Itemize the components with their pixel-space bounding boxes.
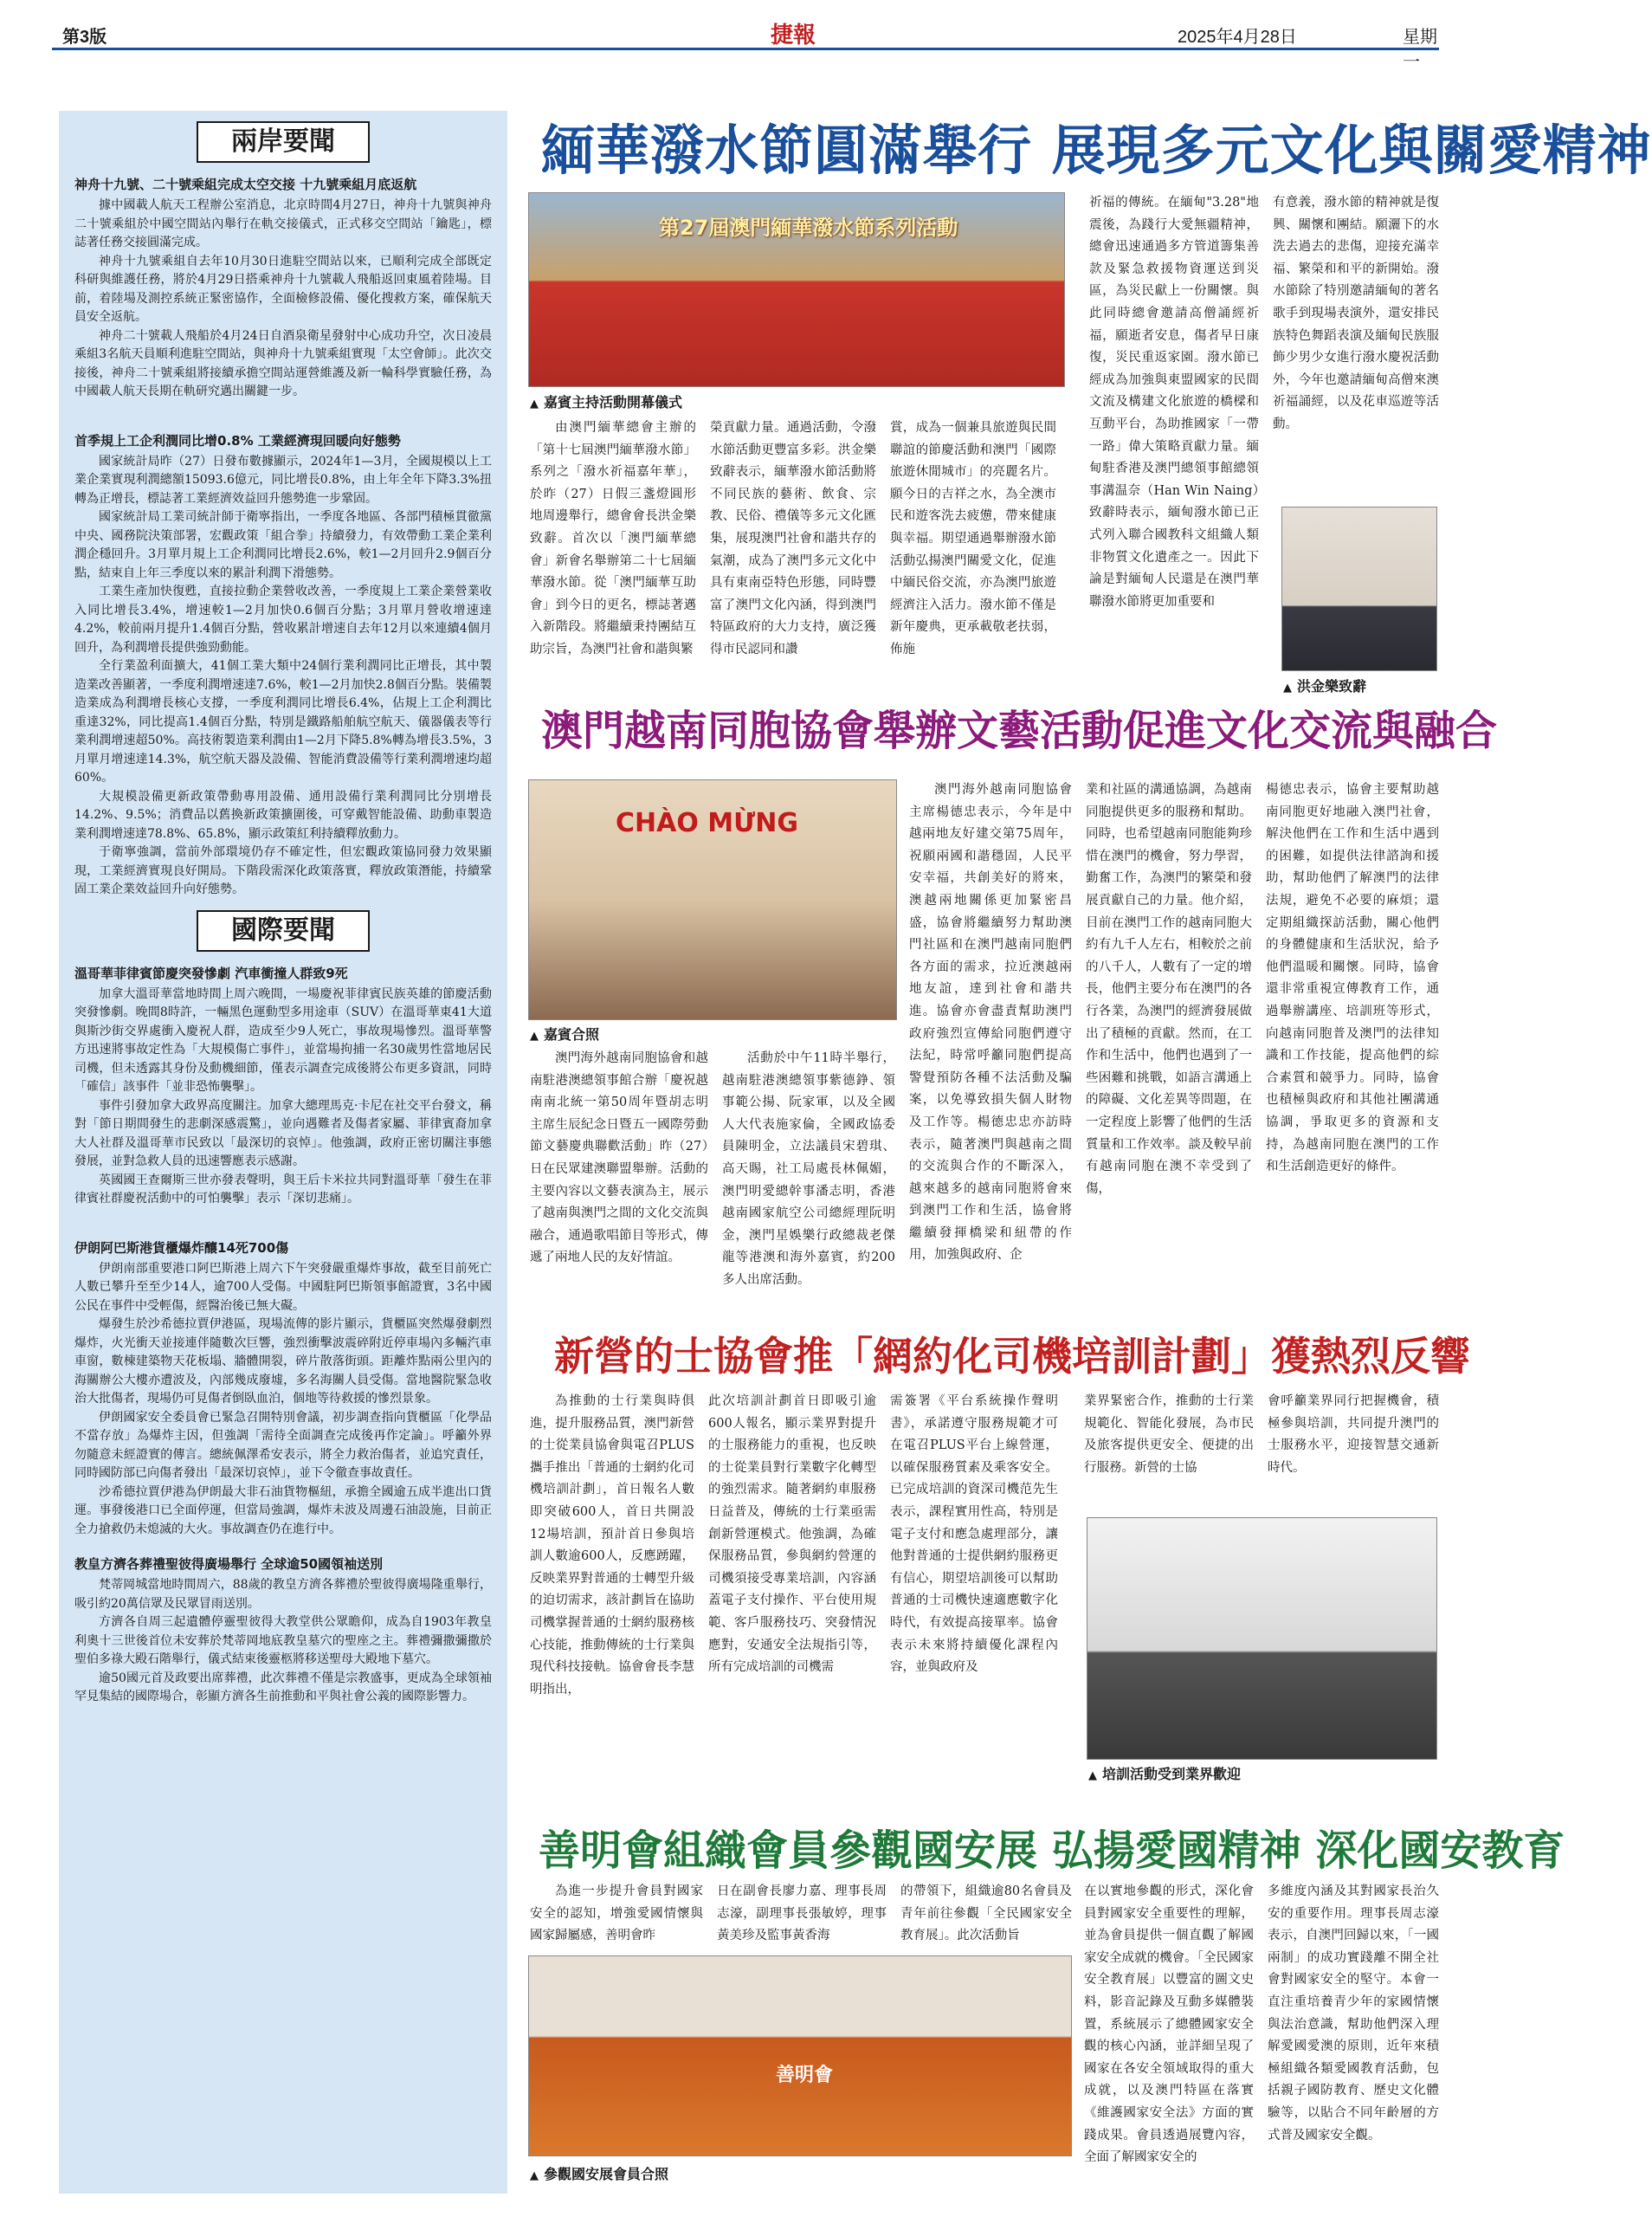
brief-paragraph: 加拿大溫哥華當地時間上周六晚間，一場慶祝菲律賓民族英雄的節慶活動突發慘劇。晚間8時許，一輛黑色運動型多用途車（SUV）在溫哥華東41大道與斯沙街交界處衝入慶祝人群，造成至少9人死亡，事故現場慘烈。溫哥華警方迅速將事故定性為「大規模傷亡事件」，並當場拘捕一名30歲男性當地居民司機，但未透露其身份及動機細節，僅表示調查完成後將公布更多資訊，同時「確信」該事件「並非恐怖襲擊」。 xyxy=(74,986,492,1094)
brief-headline: 伊朗阿巴斯港貨櫃爆炸釀14死700傷 xyxy=(74,1239,289,1256)
article4-headline: 善明會組織會員參觀國安展 弘揚愛國精神 深化國安教育 xyxy=(539,1826,1565,1875)
news-sidebar xyxy=(59,111,507,2194)
caption-triangle-icon: ▲ xyxy=(1088,1769,1097,1782)
brief-paragraph: 梵蒂岡城當地時間周六，88歲的教皇方濟各葬禮於聖彼得廣場隆重舉行，吸引約20萬信眾及民眾冒雨送別。 xyxy=(74,1578,492,1611)
edition-label: 第3版 xyxy=(62,28,107,47)
brief-headline: 首季規上工企利潤同比增0.8% 工業經濟現回暖向好態勢 xyxy=(74,432,401,449)
brief-paragraph: 逾50國元首及政要出席葬禮，此次葬禮不僅是宗教盛事，更成為全球領袖罕見集結的國際場合，彰顯方濟各生前推動和平與社會公義的國際影響力。 xyxy=(74,1671,492,1703)
article3-column: 此次培訓計劃首日即吸引逾600人報名，顯示業界對提升的士服務能力的重視，也反映的士從業員對行業數字化轉型的強烈需求。隨著網約車服務日益普及，傳統的士行業亟需創新營運模式。他強調，為確保服務品質，參與網約營運的司機須接受專業培訓，內容涵蓋電子支付操作、平台使用規範、客戶服務技巧、突發情況應對，安通安全法規指引等，所有完成培訓的司機需 xyxy=(708,1394,876,1675)
article3-main-photo xyxy=(1087,1517,1437,1760)
brief-paragraph: 伊朗南部重要港口阿巴斯港上周六下午突發嚴重爆炸事故，截至目前死亡人數已攀升至至少14人，逾700人受傷。中國駐阿巴斯領事館證實，3名中國公民在事件中受輕傷，經醫治後已無大礙。 xyxy=(74,1261,492,1313)
brief-paragraph: 據中國載人航天工程辦公室消息，北京時間4月27日，神舟十九號與神舟二十號乘組於中國空間站內舉行在軌交接儀式，正式移交空間站「鑰匙」，標誌著任務交接圓滿完成。 xyxy=(74,198,492,249)
brief-paragraph: 神舟二十號載人飛船於4月24日自酒泉衛星發射中心成功升空，次日凌晨乘組3名航天員順利進駐空間站，與神舟十九號乘組實現「太空會師」。此次交接後，神舟二十號乘組將接續承擔空間站運營維護及新一輪科學實驗任務，為中國載人航天長期在軌研究邁出關鍵一步。 xyxy=(74,328,492,398)
article2-headline: 澳門越南同胞協會舉辦文藝活動促進文化交流與融合 xyxy=(541,707,1498,755)
article2-column: 活動於中午11時半舉行，越南駐港澳總領事紫德錚、領事範公揚、阮家軍，以及全國人大代表施家倫，全國政協委員陳明金，立法議員宋碧琪、高天賜，社工局處長林佩媚，澳門明愛總幹事潘志明，香港越南國家航空公司總經理阮明金，澳門星娛樂行政總裁老傑龍等港澳和海外嘉賓，約200多人出席活動。 xyxy=(722,1051,895,1287)
brief-paragraph: 神舟十九號乘組自去年10月30日進駐空間站以來，已順利完成全部既定科研與維護任務，將於4月29日搭乘神舟十九號載人飛船返回東風着陸場。目前，着陸場及測控系統正緊密協作，全面檢修設備、優化搜救方案，確保航天員安全返航。 xyxy=(74,254,492,324)
caption-triangle-icon: ▲ xyxy=(530,2169,539,2182)
brief-paragraph: 英國國王查爾斯三世亦發表聲明，與王后卡米拉共同對溫哥華「發生在菲律賓社群慶祝活動中的可怕襲擊」表示「深切悲痛」。 xyxy=(74,1173,492,1205)
brief-paragraph: 爆發生於沙希德拉賈伊港區，現場流傳的影片顯示，貨櫃區突然爆發劇烈爆炸，火光衝天並接連伴隨數次巨響，強烈衝擊波震碎附近停車場內多輛汽車車窗，數棟建築物天花板塌、牆體開裂，碎片散落街頭。距離炸點兩公里內的海關辦公大樓亦遭波及，內部幾成廢墟，多名海關人員受傷。當地醫院緊急收治大批傷者，現場仍可見傷者倒臥血泊，個地等待救援的慘烈景象。 xyxy=(74,1317,492,1406)
article1-column: 榮貢獻力量。通過活動，令潑水節活動更豐富多彩。洪金樂致辭表示，緬華潑水節活動將不同民族的藝術、飲食、宗教、民俗、禮儀等多元文化匯集，展現澳門社會和諧共存的氣潮，成為了澳門多元文化中具有東南亞特色形態，同時豐富了澳門文化內涵，得到澳門特區政府的大力支持，廣泛獲得市民認同和讚 xyxy=(710,421,876,656)
brief-paragraph: 沙希德拉賈伊港為伊朗最大非石油貨物樞紐，承擔全國逾五成半進出口貨運。事發後港口已全面停運，但當局強調，爆炸未波及周邊石油設施，目前正全力搶救仍未熄滅的大火。事故調查仍在進行中。 xyxy=(74,1484,492,1536)
article3-column: 需簽署《平台系統操作聲明書》，承諾遵守服務規範才可在電召PLUS平台上線營運，以確保服務質素及乘客安全。已完成培訓的資深司機范先生表示，課程實用性高，特別是電子支付和應急處理部分，讓他對普通的士提供網約服務更有信心，期望培訓後可以幫助普通的士司機快速適應數字化時代，有效提高接單率。協會表示未來將持續優化課程內容，並與政府及 xyxy=(890,1394,1058,1675)
article2-column: 澳門海外越南同胞協會和越南駐港澳總領事館合辦「慶祝越南南北統一第50周年暨胡志明主席生辰紀念日暨五一國際勞動節文藝慶典聯歡活動」昨（27）日在民眾建澳聯盟舉辦。活動的主要內容以文藝表演為主，展示了越南與澳門之間的文化交流與融合，通過歌唱節目等形式，傳遞了兩地人民的友好情誼。 xyxy=(530,1051,708,1265)
article3-headline: 新營的士協會推「網約化司機培訓計劃」獲熱烈反響 xyxy=(554,1333,1470,1380)
article2-main-photo xyxy=(528,779,897,1020)
article1-headline: 緬華潑水節圓滿舉行 展現多元文化與關愛精神 xyxy=(541,119,1652,182)
brief-headline: 教皇方濟各葬禮聖彼得廣場舉行 全球逾50國領袖送別 xyxy=(74,1556,384,1572)
brief-paragraph: 工業生產加快復甦，直接拉動企業營收改善，一季度規上工業企業營業收入同比增長3.4%，增速較1—2月加快0.6個百分點；3月單月營收增速達4.2%，較前兩月提升1.4個百分點，營收累計增速自去年12月以來連續4個月回升，為利潤增長提供強勁動能。 xyxy=(74,585,492,655)
caption-triangle-icon: ▲ xyxy=(530,1030,539,1043)
photo-banner-text: 善明會 xyxy=(776,2065,834,2086)
article2-column: 楊德忠表示，協會主要幫助越南同胞更好地融入澳門社會，解決他們在工作和生活中遇到的困難，如提供法律諮詢和援助，幫助他們了解澳門的法律法規，避免不必要的麻煩；還定期組織探訪活動，關心他們的身體健康和生活狀況，給予他們溫暖和關懷。同時，協會還非常重視宣傳教育工作，通過舉辦講座、培訓班等形式，向越南同胞普及澳門的法律知識和工作技能，提高他們的綜合素質和競爭力。同時，協會也積極與政府和其他社團溝通協調，爭取更多的資源和支持，為越南同胞在澳門的工作和生活創造更好的條件。 xyxy=(1266,783,1439,1174)
article1-column: 賞，成為一個兼具旅遊與民間聯誼的節慶活動和澳門「國際旅遊休閒城市」的亮麗名片。願今日的吉祥之水，為全澳市民和遊客洗去疲憊，帶來健康與幸福。期望通過舉辦潑水節活動弘揚澳門關愛文化，促進中緬民俗交流，亦為澳門旅遊經濟注入活力。潑水節不僅是新年慶典，更承載敬老扶弱，佈施 xyxy=(890,421,1056,656)
article1-main-caption: ▲ 嘉賓主持活動開幕儀式 xyxy=(530,394,683,410)
photo-banner-text: CHÀO MỪNG xyxy=(616,808,798,838)
article2-column: 業和社區的溝通協調，為越南同胞提供更多的服務和幫助。同時，也希望越南同胞能夠珍惜在澳門的機會，努力學習，勤奮工作，為澳門的繁榮和發展貢獻自己的力量。他介紹，目前在澳門工作的越南同胞大約有九千人左右，相較於之前的八千人，人數有了一定的增長，他們主要分布在澳門的各行各業，為澳門的經濟發展做出了積極的貢獻。然而，在工作和生活中，他們也遇到了一些困難和挑戰，如語言溝通上的障礙、文化差異等問題，在一定程度上影響了他們的生活質量和工作效率。談及較早前有越南同胞在澳不幸受到了傷， xyxy=(1086,783,1252,1196)
brief-paragraph: 國家統計局工業司統計師于衛寧指出，一季度各地區、各部門積極貫徹黨中央、國務院決策部署，宏觀政策「組合拳」持續發力，有效帶動工業企業利潤企穩回升。3月單月規上工企利潤同比增長2.6%，較1—2月回升2.9個百分點，結束自上年三季度以來的累計利潤下滑態勢。 xyxy=(74,510,492,580)
article3-main-caption: ▲ 培訓活動受到業界歡迎 xyxy=(1088,1766,1242,1782)
article2-column: 澳門海外越南同胞協會主席楊德忠表示，今年是中越兩地友好建交第75周年，祝願兩國和諧穩固，人民平安幸福，共創美好的將來，澳越兩地關係更加緊密昌盛，協會將繼續努力幫助澳門社區和在澳門越南同胞們各方面的需求，拉近澳越兩地友誼，達到社會和諧共進。協會亦會盡責幫助澳門政府強烈宣傳給同胞們遵守法紀，時常呼籲同胞們提高警覺預防各種不法活動及騙案，以免導致損失個人財物及工作等。楊德忠忠亦訪時表示，隨著澳門與越南之間的交流與合作的不斷深入，越來越多的越南同胞將會來到澳門工作和生活，協會將繼續發揮橋梁和紐帶的作用，加強與政府、企 xyxy=(909,783,1072,1263)
article2-main-caption: ▲ 嘉賓合照 xyxy=(530,1026,600,1043)
page-header xyxy=(52,19,1439,72)
section-title-international: 國際要聞 xyxy=(197,910,370,952)
caption-triangle-icon: ▲ xyxy=(530,398,539,410)
article4-main-photo xyxy=(528,1955,1072,2156)
article4-column: 多維度內涵及其對國家長治久安的重要作用。理事長周志濠表示，自澳門回歸以來，「一國兩制」的成功實踐離不開全社會對國家安全的堅守。本會一直注重培養青少年的家國情懷與法治意識，幫助他們深入理解愛國愛澳的原則，近年來積極組織各類愛國教育活動，包括親子國防教育、歷史文化體驗等，以貼合不同年齡層的方式普及國家安全觀。 xyxy=(1268,1884,1439,2143)
article4-column: 日在副會長廖力嘉、理事長周志濠，副理事長張敏婷，理事黃美珍及監事黃香海 xyxy=(717,1884,887,1943)
article1-portrait-caption: ▲ 洪金樂致辭 xyxy=(1283,678,1367,695)
article1-column: 由澳門緬華總會主辦的「第十七屆澳門緬華潑水節」系列之「潑水祈福嘉年華」，於昨（27）日假三盞燈圓形地周邊舉行，總會會長洪金樂致辭。首次以「澳門緬華總會」新會名舉辦第二十七屆緬華潑水節。從「澳門緬華互助會」到今日的更名，標誌著邁入新階段。將繼續秉持團結互助宗旨，為澳門社會和諧與繁 xyxy=(530,421,696,656)
brief-paragraph: 大規模設備更新政策帶動專用設備、通用設備行業利潤同比分別增長14.2%、9.5%；消費品以舊換新政策擴圍後，可穿戴智能設備、助動車製造業利潤增速達78.8%、65.8%，顯示政策紅利持續釋放動力。 xyxy=(74,789,492,841)
article1-column: 有意義，潑水節的精神就是復興、關懷和團結。願灑下的水洗去過去的悲傷，迎接充滿幸福、繁榮和和平的新開始。潑水節除了特別邀請緬甸的著名歌手到現場表演外，還安排民族特色舞蹈表演及緬甸民族服飾少男少女進行潑水慶祝活動外，今年也邀請緬甸高僧來澳祈福誦經，以及花車巡遊等活動。 xyxy=(1273,196,1439,431)
article4-column: 為進一步提升會員對國家安全的認知，增強愛國情懷與國家歸屬感，善明會昨 xyxy=(530,1884,703,1943)
article4-column: 的帶領下，組織逾80名會員及青年前往參觀「全民國家安全教育展」。此次活動旨 xyxy=(900,1884,1072,1943)
brief-paragraph: 于衛寧強調，當前外部環境仍存不確定性，但宏觀政策協同發力效果顯現，工業經濟實現良好開局。下階段需深化政策落實，釋放政策潛能，持續鞏固工業企業效益回升向好態勢。 xyxy=(74,845,492,896)
article4-main-caption: ▲ 參觀國安展會員合照 xyxy=(530,2166,669,2182)
brief-paragraph: 方濟各自周三起遺體停靈聖彼得大教堂供公眾瞻仰，成為自1903年教皇利奧十三世後首位未安葬於梵蒂岡地底教皇墓穴的聖座之主。葬禮彌撒彌撒於聖伯多祿大殿石階舉行，儀式結束後靈柩將移送聖母大殿地下墓穴。 xyxy=(74,1615,492,1666)
issue-weekday: 星期一 xyxy=(1403,28,1437,72)
article1-portrait-photo xyxy=(1281,507,1437,671)
article3-column: 業界緊密合作，推動的士行業規範化、智能化發展，為市民及旅客提供更安全、便捷的出行服務。新營的士協 xyxy=(1084,1394,1254,1475)
brief-headline: 溫哥華菲律賓節慶突發慘劇 汽車衝撞人群致9死 xyxy=(74,965,348,981)
article3-column: 會呼籲業界同行把握機會，積極參與培訓，共同提升澳門的士服務水平，迎接智慧交通新時代。 xyxy=(1268,1394,1439,1475)
brief-paragraph: 國家統計局昨（27）日發布數據顯示，2024年1—3月，全國規模以上工業企業實現利潤總額15093.6億元，同比增長0.8%，由上年全年下降3.3%扭轉為正增長，標誌著工業經濟效益回升態勢進一步鞏固。 xyxy=(74,454,492,506)
brief-headline: 神舟十九號、二十號乘組完成太空交接 十九號乘組月底返航 xyxy=(74,177,417,192)
brief-paragraph: 事件引發加拿大政界高度關注。加拿大總理馬克·卡尼在社交平台發文，稱對「節日期間發生的悲劇深感震驚」，並向遇難者及傷者家屬、菲律賓裔加拿大人社群及溫哥華市民致以「最深切的哀悼」。他強調，政府正密切關注事態發展，並對急救人員的迅速響應表示感謝。 xyxy=(74,1098,492,1168)
section-title-cross-strait: 兩岸要聞 xyxy=(197,121,370,163)
photo-banner-text: 第27屆澳門緬華潑水節系列活動 xyxy=(659,216,958,240)
caption-triangle-icon: ▲ xyxy=(1283,682,1292,695)
masthead-logo: 捷報 xyxy=(771,23,816,48)
article3-column: 為推動的士行業與時俱進，提升服務品質，澳門新營的士從業員協會與電召PLUS攜手推出「普通的士網約化司機培訓計劃」，首日報名人數即突破600人，首日共開設12場培訓，預計首日參與培訓人數逾600人，反應踴躍，反映業界對普通的士轉型升級的迫切需求，該計劃旨在協助司機掌握普通的士網約服務核心技能，推動傳統的士行業與現代科技接軌。協會會長李慧明指出， xyxy=(530,1394,694,1697)
article4-column: 在以實地參觀的形式，深化會員對國家安全重要性的理解，並為會員提供一個直觀了解國家安全成就的機會。「全民國家安全教育展」以豐富的圖文史料，影音記錄及互動多媒體裝置，系統展示了總體國家安全觀的核心內涵，並詳細呈現了國家在各安全領域取得的重大成就，以及澳門特區在落實《維護國家安全法》方面的實踐成果。會員透過展覽內容，全面了解國家安全的 xyxy=(1084,1884,1254,2165)
brief-paragraph: 伊朗國家安全委員會已緊急召開特別會議，初步調查指向貨櫃區「化學品不當存放」為爆炸主因，但強調「需待全面調查完成後再作定論」。呼籲外界勿隨意未經證實的傳言。總統佩澤希安表示，將全力救治傷者，並追究責任，同時國防部已向傷者發出「最深切哀悼」，並下令徹查事故責任。 xyxy=(74,1410,492,1480)
article1-column: 祈福的傳統。在緬甸"3.28"地震後，為踐行大愛無疆精神，總會迅速通過多方管道籌集善款及緊急救援物資運送到災區，為災民獻上一份關懷。與此同時總會邀請高僧誦經祈福，願逝者安息，傷者早日康復，災民重返家園。潑水節已經成為加強與東盟國家的民間文流及構建文化旅遊的橋樑和互動平台，為助推國家「一帶一路」偉大策略貢獻力量。緬甸駐香港及澳門總領事館總領事溝温奈（Han Win Naing）致辭時表示，緬甸潑水節已正式列入聯合國教科文組織人類非物質文化遺產之一。因此下論是對緬甸人民還是在澳門華聯潑水節將更加重要和 xyxy=(1089,196,1259,609)
article1-main-photo xyxy=(528,192,1065,387)
brief-paragraph: 全行業盈利面擴大，41個工業大類中24個行業利潤同比正增長，其中製造業改善顯著，一季度利潤增速達7.6%，較1—2月加快2.8個百分點。裝備製造業成為利潤增長核心支撐，一季度利潤同比增長6.4%，佔規上工企利潤比重達32%，同比提高1.4個百分點，特別是鐵路船舶航空航天、儀器儀表等行業利潤增速超50%。高技術製造業利潤由1—2月下降5.8%轉為增長3.5%，3月單月增速達14.3%，航空航天器及設備、智能消費設備等行業利潤增速均超60%。 xyxy=(74,659,492,785)
issue-date: 2025年4月28日 xyxy=(1178,28,1297,47)
